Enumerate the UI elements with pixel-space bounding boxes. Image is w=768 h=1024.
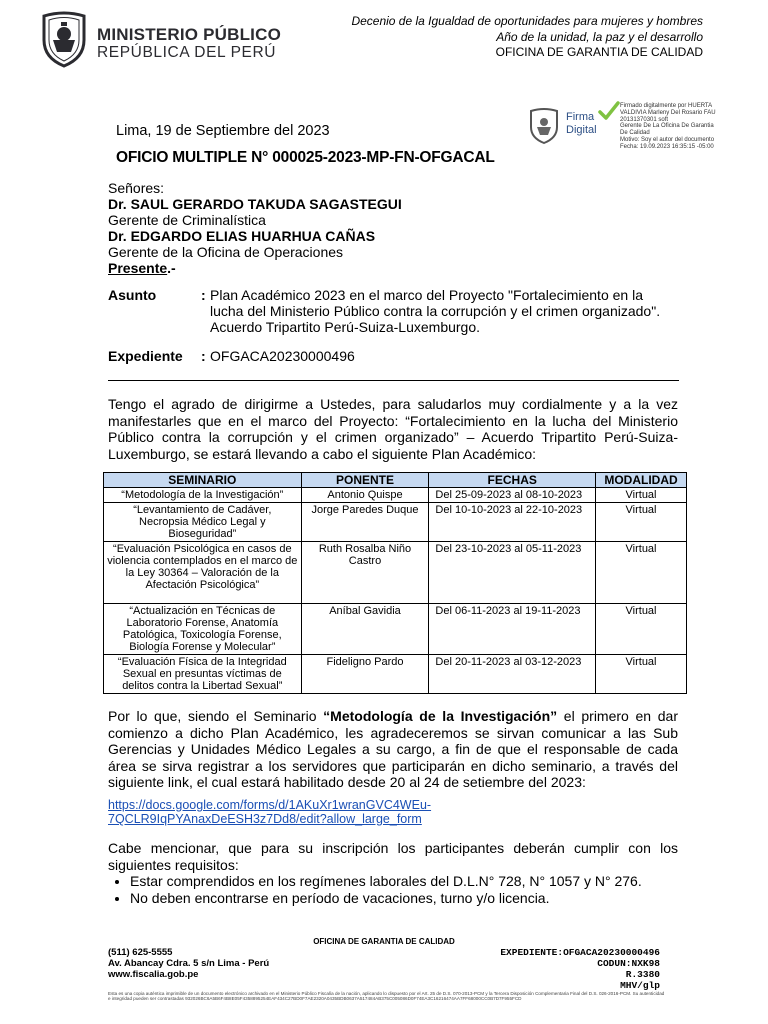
registration-form-link[interactable] [108, 798, 431, 826]
seminario-cell: “Levantamiento de Cadáver, Necropsia Médico Legal y Bioseguridad” [104, 503, 302, 542]
seminario-cell: “Metodología de la Investigación” [104, 488, 302, 503]
registration-paragraph [108, 708, 678, 791]
firma-digital-badge [566, 111, 597, 137]
decade-line: Decenio de la Igualdad de oportunidades para mujeres y hombres [351, 14, 703, 28]
modalidad-cell: Virtual [596, 542, 687, 604]
checkmark-icon [598, 100, 620, 122]
recipient-name: Dr. SAUL GERARDO TAKUDA SAGASTEGUI [108, 196, 402, 212]
recipient-role: Gerente de la Oficina de Operaciones [108, 244, 344, 260]
asunto-line: lucha del Ministerio Público contra la corrupción y el crimen organizado". [210, 303, 661, 319]
ponente-cell: Fideligno Pardo [301, 655, 429, 694]
institution-subtitle: REPÚBLICA DEL PERÚ [97, 44, 277, 61]
requirements-list [108, 873, 678, 906]
fechas-cell: Del 06-11-2023 al 19-11-2023 [429, 604, 596, 655]
column-header-fechas: FECHAS [429, 473, 596, 488]
ministerio-publico-seal-logo [38, 10, 90, 68]
signature-details [620, 103, 760, 151]
expediente-colon: : [201, 348, 206, 364]
asunto-label: Asunto [108, 287, 157, 303]
footer-phone: (511) 625-5555 [108, 947, 173, 958]
letter-date: Lima, 19 de Septiembre del 2023 [116, 123, 330, 139]
footer-contact [108, 947, 269, 980]
institution-title: MINISTERIO PÚBLICO [97, 25, 281, 44]
recipients-block [108, 180, 402, 276]
academic-plan-table [103, 472, 687, 694]
para2-after: el primero en dar comienzo a dicho Plan Académico, les agradeceremos se sirvan comunicar a las Sub Gerencias y Unidades Médico Legales a su cargo, a fin de que el responsable de cada área se sirva registrar a los servidores que participarán en dicho seminario, a través del siguiente link, el cual estará habilitado desde 20 al 24 de setiembre del 2023: [108, 708, 678, 790]
fechas-cell: Del 10-10-2023 al 22-10-2023 [429, 503, 596, 542]
link-line[interactable]: 7QCLR9IqPYAnaxDeESH3z7Dd8/edit?allow_large_form [108, 812, 422, 826]
header-mottos [351, 14, 703, 61]
list-item: • No deben encontrarse en período de vacaciones, turno y/o licencia. [130, 890, 678, 907]
footer-address: Av. Abancay Cdra. 5 s/n Lima - Perú [108, 958, 270, 969]
table-row [104, 542, 687, 604]
presente-word: Presente [108, 260, 168, 276]
signature-line: 20131370301 soft [620, 116, 669, 123]
modalidad-cell: Virtual [596, 604, 687, 655]
intro-paragraph: Tengo el agrado de dirigirme a Ustedes, para saludarlos muy cordialmente y a la vez manifestarles que en el marco del Proyecto: “Fortalecimiento en la lucha del Ministerio Público contra la corrupción y el crimen organizado” – Acuerdo Tripartito Perú-Suiza-Luxemburgo, se estará llevando a cabo el siguiente Plan Académico: [108, 396, 678, 462]
column-header-seminario: SEMINARIO [104, 473, 302, 488]
fechas-cell: Del 25-09-2023 al 08-10-2023 [429, 488, 596, 503]
signature-line: Fecha: 19.09.2023 16:35:15 -05:00 [620, 143, 714, 150]
para2-before: Por lo que, siendo el Seminario [108, 708, 324, 724]
list-item: • Estar comprendidos en los regímenes laborales del D.L.N° 728, N° 1057 y N° 276. [130, 873, 678, 890]
year-line: Año de la unidad, la paz y el desarrollo [496, 29, 703, 44]
signature-line: Motivo: Soy el autor del documento [620, 136, 715, 143]
footer-ref: R.3380 [625, 969, 660, 980]
seminario-cell: “Actualización en Técnicas de Laboratorio Forense, Anatomía Patológica, Toxicología Forense, Biología Forense y Molecular” [104, 604, 302, 655]
footer-initials: MHV/glp [620, 980, 660, 991]
ponente-cell: Ruth Rosalba Niño Castro [301, 542, 429, 604]
table-row [104, 488, 687, 503]
firma-line2: Digital [566, 124, 597, 136]
modalidad-cell: Virtual [596, 488, 687, 503]
column-header-ponente: PONENTE [301, 473, 429, 488]
fechas-cell: Del 23-10-2023 al 05-11-2023 [429, 542, 596, 604]
seminar-name-highlight: “Metodología de la Investigación” [323, 708, 558, 724]
seminario-cell: “Evaluación Física de la Integridad Sexual en presuntas víctimas de delitos contra la Libertad Sexual” [104, 655, 302, 694]
asunto-line: Acuerdo Tripartito Perú-Suiza-Luxemburgo. [210, 319, 481, 335]
institution-name [97, 26, 281, 61]
recipient-role: Gerente de Criminalística [108, 212, 266, 228]
footer-expediente: EXPEDIENTE:OFGACA20230000496 [500, 947, 660, 958]
expediente-value: OFGACA20230000496 [210, 348, 355, 364]
footer-website[interactable]: www.fiscalia.gob.pe [108, 969, 199, 980]
salutation: Señores: [108, 180, 165, 196]
asunto-colon: : [201, 287, 206, 303]
requirements-paragraph: Cabe mencionar, que para su inscripción los participantes deberán cumplir con los siguientes requisitos: [108, 840, 678, 873]
footer-codun: CODUN:NXK98 [597, 958, 660, 969]
office-line: OFICINA DE GARANTIA DE CALIDAD [495, 45, 703, 59]
seminario-cell: “Evaluación Psicológica en casos de violencia contemplados en el marco de la Ley 30364 – Valoración de la Afectación Psicológica” [104, 542, 302, 604]
table-row [104, 604, 687, 655]
asunto-text [210, 287, 660, 335]
ponente-cell: Jorge Paredes Duque [301, 503, 429, 542]
ponente-cell: Antonio Quispe [301, 488, 429, 503]
expediente-label: Expediente [108, 348, 183, 364]
column-header-modalidad: MODALIDAD [596, 473, 687, 488]
presente-suffix: .- [167, 260, 176, 276]
ponente-cell: Aníbal Gavidia [301, 604, 429, 655]
table-row [104, 655, 687, 694]
fechas-cell: Del 20-11-2023 al 03-12-2023 [429, 655, 596, 694]
firma-line1: Firma [566, 111, 595, 123]
footer-office: OFICINA DE GARANTIA DE CALIDAD [313, 937, 455, 946]
signature-line: Gerente De La Oficina De Garantia [620, 123, 714, 130]
signature-seal-icon [528, 107, 560, 145]
signature-line: De Calidad [620, 130, 650, 137]
signature-line: Firmado digitalmente por HUERTA [620, 103, 713, 109]
link-line[interactable]: https://docs.google.com/forms/d/1AKuXr1wranGVC4WEu- [108, 798, 432, 812]
footer-reference [500, 947, 660, 991]
oficio-number: OFICIO MULTIPLE N° 000025-2023-MP-FN-OFGACAL [116, 149, 495, 166]
recipient-name: Dr. EDGARDO ELIAS HUARHUA CAÑAS [108, 228, 376, 244]
table-header-row [104, 473, 687, 488]
modalidad-cell: Virtual [596, 503, 687, 542]
authenticity-fine-print: Esta es una copia auténtica imprimible de un documento electrónico archivado en el Ministerio Público Fiscalía de la nación, aplicando lo dispuesto por el Art. 25 de D.S. 070-2013-PCM y la Tercera Disposición Complementaria Final del D.S. 026-2016-PCM. Su autenticidad e integridad pueden ser contrastadas 932026BC6A5B6F4B8E05F4358895254EAF434C27BD0F7AE2320A0435BDB0637A517484AB375C005086D0F74EA3C16216474AA7FF68000CC0B7D7F955FCD [108, 991, 665, 1002]
presente-line [108, 260, 402, 276]
asunto-line: Plan Académico 2023 en el marco del Proyecto "Fortalecimiento en la [210, 287, 643, 303]
table-row [104, 503, 687, 542]
modalidad-cell: Virtual [596, 655, 687, 694]
signature-line: VALDIVIA Marleny Del Rosario FAU [620, 109, 716, 116]
horizontal-divider [108, 380, 679, 381]
